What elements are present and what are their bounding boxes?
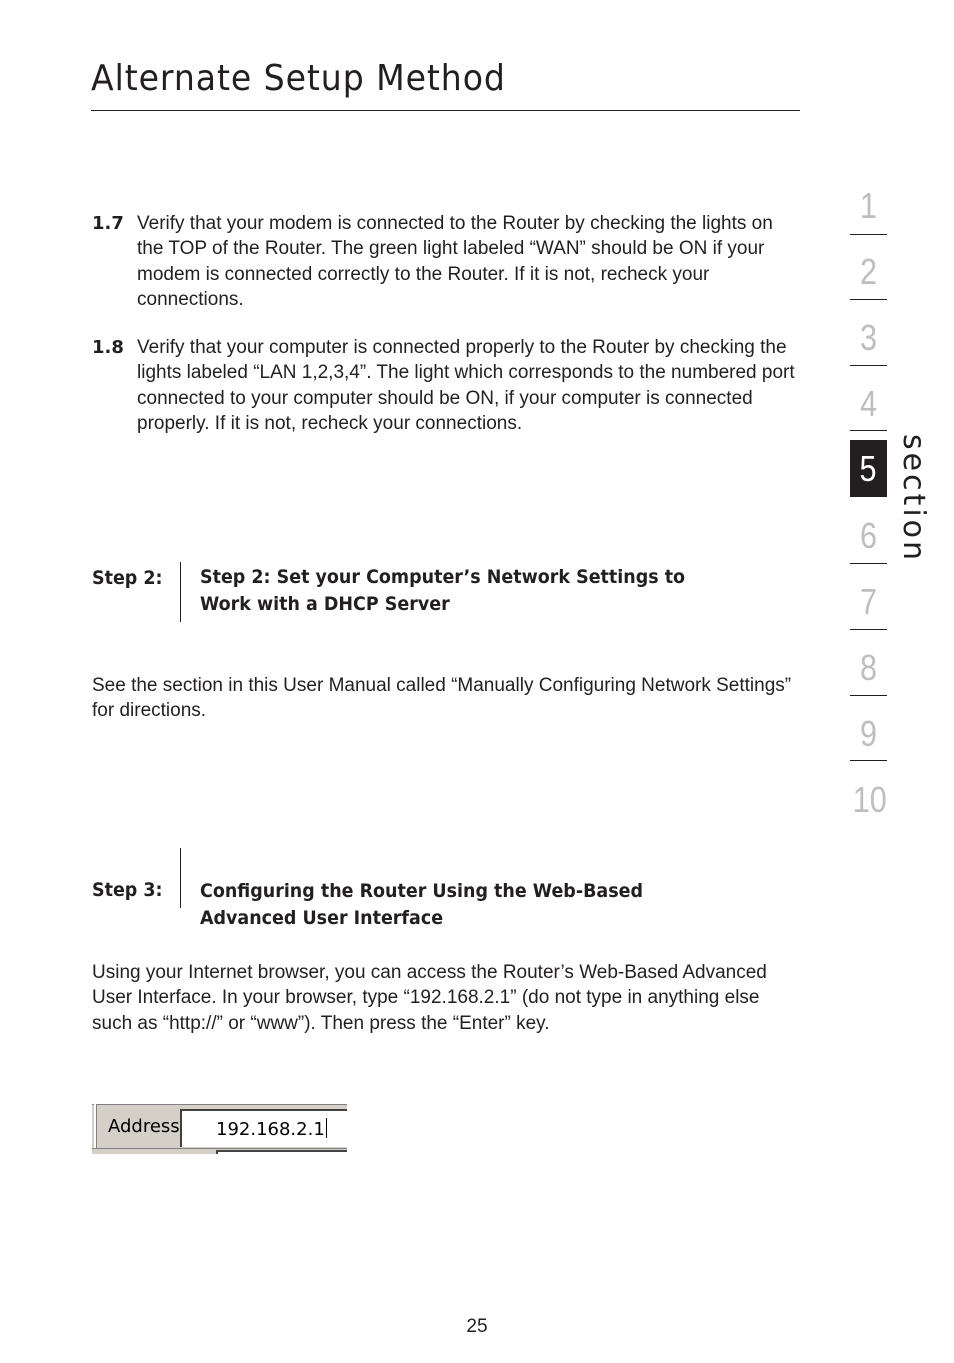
section-rule [850, 234, 887, 235]
toolbar-lower-field [216, 1150, 347, 1154]
step-label: Step 2: [92, 567, 163, 589]
step-divider [180, 848, 181, 908]
address-label: Address [108, 1116, 180, 1137]
section-rule [850, 695, 887, 696]
section-number: 4 [859, 383, 878, 424]
address-field [180, 1109, 347, 1147]
toolbar-edge [92, 1102, 347, 1105]
list-item [92, 335, 804, 436]
section-number: 3 [859, 317, 878, 358]
section-number: 5 [859, 448, 878, 489]
section-rule [850, 430, 887, 431]
toolbar-grip [94, 1104, 97, 1154]
step-2-body: See the section in this User Manual called “Manually Configuring Network Settings” for directions. [92, 675, 792, 722]
section-number: 6 [859, 515, 878, 556]
step-label: Step 3: [92, 879, 163, 901]
page-title: Alternate Setup Method [91, 58, 506, 99]
section-rule [850, 365, 887, 366]
section-number-active [850, 440, 887, 497]
page-number: 25 [466, 1316, 488, 1337]
section-number: 7 [859, 581, 878, 622]
step-heading-line: Work with a DHCP Server [200, 593, 450, 615]
step-divider [180, 562, 181, 622]
step-heading-line: Configuring the Router Using the Web-Based [200, 880, 643, 902]
item-text: Verify that your computer is connected properly to the Router by checking the lights labeled “LAN 1,2,3,4”. The light which corresponds to the numbered port connected to your computer should be ON, if your computer is connected properly. If it is not, recheck your connections. [137, 337, 795, 434]
title-divider [91, 110, 800, 111]
step-heading [200, 878, 770, 932]
section-rule [850, 629, 887, 630]
step-heading-line: Step 2: Set your Computer’s Network Settings to [200, 566, 686, 588]
item-number: 1.8 [92, 337, 124, 358]
browser-address-bar-screenshot [92, 1102, 347, 1154]
section-number: 2 [859, 251, 878, 292]
section-rule [850, 760, 887, 761]
address-value: 192.168.2.1 [216, 1119, 325, 1140]
section-number: 9 [859, 713, 878, 754]
list-item [92, 211, 804, 312]
step-3-body: Using your Internet browser, you can access the Router’s Web-Based Advanced User Interface. In your browser, type “192.168.2.1” (do not type in anything else such as “http://” or “www”). Then press the “Enter” key. [92, 962, 767, 1034]
section-rule [850, 563, 887, 564]
step-heading-line: Advanced User Interface [200, 907, 444, 929]
section-number: 10 [852, 779, 887, 820]
item-text: Verify that your modem is connected to the Router by checking the lights on the TOP of the Router. The green light labeled “WAN” should be ON if your modem is connected correctly to the Router. If it is not, recheck your connections. [137, 213, 773, 310]
section-number: 8 [859, 647, 878, 688]
step-heading [200, 564, 770, 618]
section-number: 1 [859, 185, 878, 226]
section-label: section [896, 434, 931, 564]
text-caret [326, 1118, 327, 1138]
item-number: 1.7 [92, 213, 124, 234]
section-rule [850, 299, 887, 300]
